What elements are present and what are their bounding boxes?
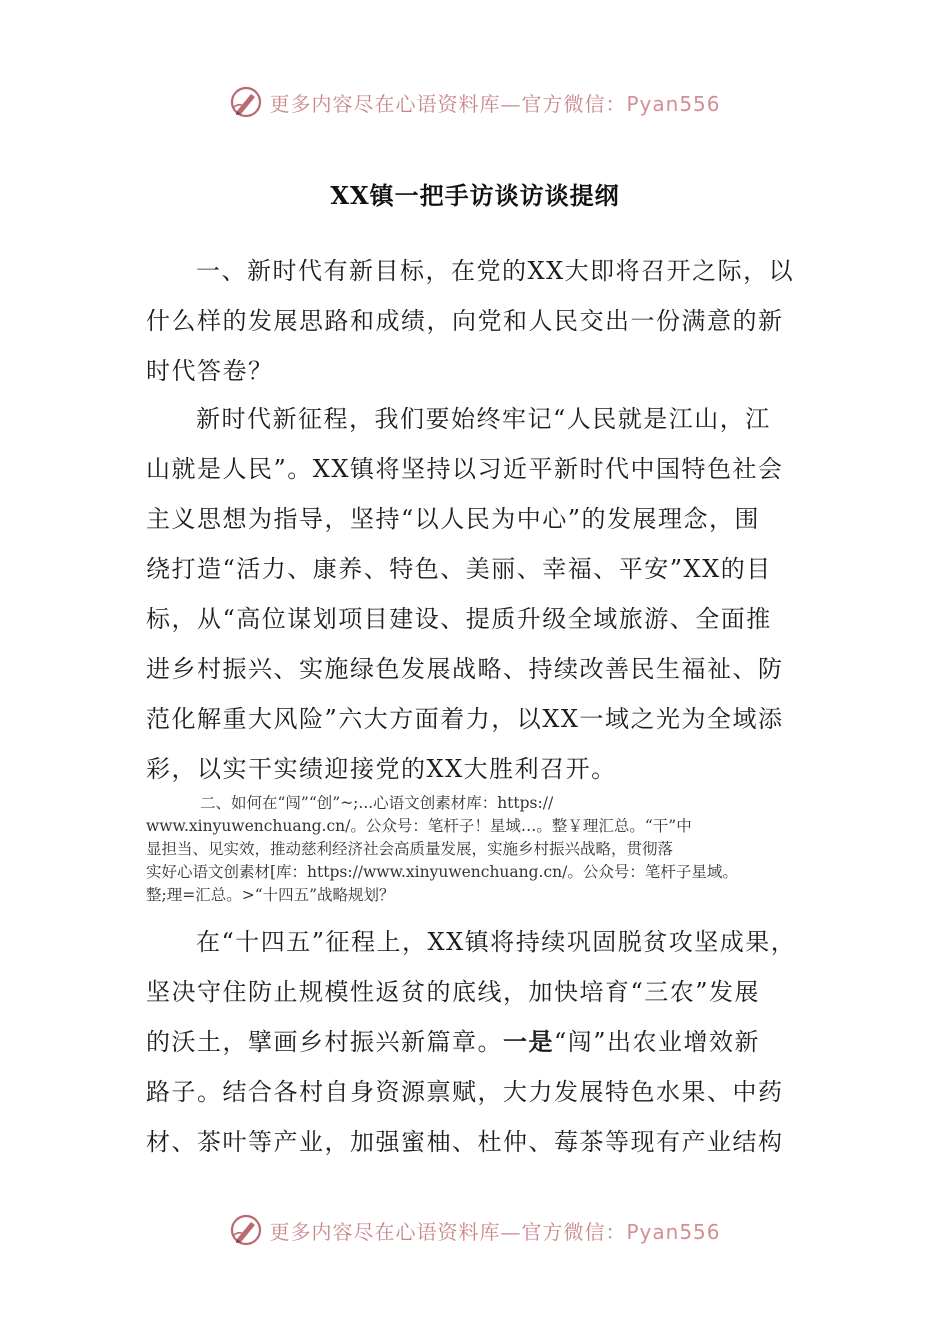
text-line: www.xinyuwenchuang.cn/。公众号：笔杆子！星域…。整￥理汇总。“干”中 — [146, 817, 692, 835]
text-line: 新时代新征程，我们要始终牢记“人民就是江山，江 — [196, 405, 771, 433]
text-line: 标，从“高位谋划项目建设、提质升级全域旅游、全面推 — [146, 605, 772, 633]
text-line: 坚决守住防止规模性返贫的底线，加快培育“三农”发展 — [146, 978, 761, 1006]
text-line: 显担当、见实效，推动慈利经济社会高质量发展，实施乡村振兴战略，贯彻落 — [146, 840, 674, 858]
pen-logo-icon — [229, 1213, 263, 1247]
pen-logo-icon — [229, 85, 263, 119]
text-line: 什么样的发展思路和成绩，向党和人民交出一份满意的新 — [146, 307, 784, 335]
text-line: 在“十四五”征程上，XX镇将持续巩固脱贫攻坚成果， — [196, 928, 797, 956]
text-line: 二、如何在“闯”“创”~;...心语文创素材库：https:// — [200, 794, 554, 812]
text-line: 整;理=汇总。>“十四五”战略规划？ — [146, 886, 395, 904]
text-line: 进乡村振兴、实施绿色发展战略、持续改善民生福祉、防 — [146, 655, 784, 683]
watermark-wechat: Pyan556 — [626, 91, 721, 116]
watermark-text: 更多内容尽在心语资料库—官方微信：Pyan556 — [269, 91, 721, 116]
text-line: 路子。结合各村自身资源禀赋，大力发展特色水果、中药 — [146, 1078, 784, 1106]
text-line: 主义思想为指导，坚持“以人民为中心”的发展理念，围 — [146, 505, 761, 533]
question-1 — [146, 246, 806, 396]
answer-1 — [146, 394, 806, 794]
text-line: 材、茶叶等产业，加强蜜柚、杜仲、莓茶等现有产业结构 — [146, 1128, 784, 1156]
question-2 — [146, 792, 826, 907]
text-line: 一、新时代有新目标，在党的XX大即将召开之际，以 — [196, 257, 795, 285]
text-line: 的沃土，擘画乡村振兴新篇章。一是“闯”出农业增效新 — [146, 1027, 761, 1056]
watermark-wechat: Pyan556 — [626, 1219, 721, 1244]
header-watermark — [0, 82, 950, 122]
text-line: 绕打造“活力、康养、特色、美丽、幸福、平安”XX的目 — [146, 555, 772, 583]
text-line: 山就是人民”。XX镇将坚持以习近平新时代中国特色社会 — [146, 455, 784, 483]
answer-2 — [146, 917, 806, 1167]
text-line: 时代答卷？ — [146, 357, 274, 385]
text-line: 范化解重大风险”六大方面着力，以XX一域之光为全域添 — [146, 705, 784, 733]
document-title: XX镇一把手访谈访谈提纲 — [330, 181, 620, 210]
emphasis-first: 一是 — [503, 1027, 554, 1056]
text-line: 彩，以实干实绩迎接党的XX大胜利召开。 — [146, 755, 617, 783]
watermark-text: 更多内容尽在心语资料库—官方微信：Pyan556 — [269, 1219, 721, 1244]
footer-watermark — [0, 1210, 950, 1250]
text-line: 实好心语文创素材[库：https://www.xinyuwenchuang.cn/。公众号：笔杆子星域。 — [146, 863, 738, 881]
